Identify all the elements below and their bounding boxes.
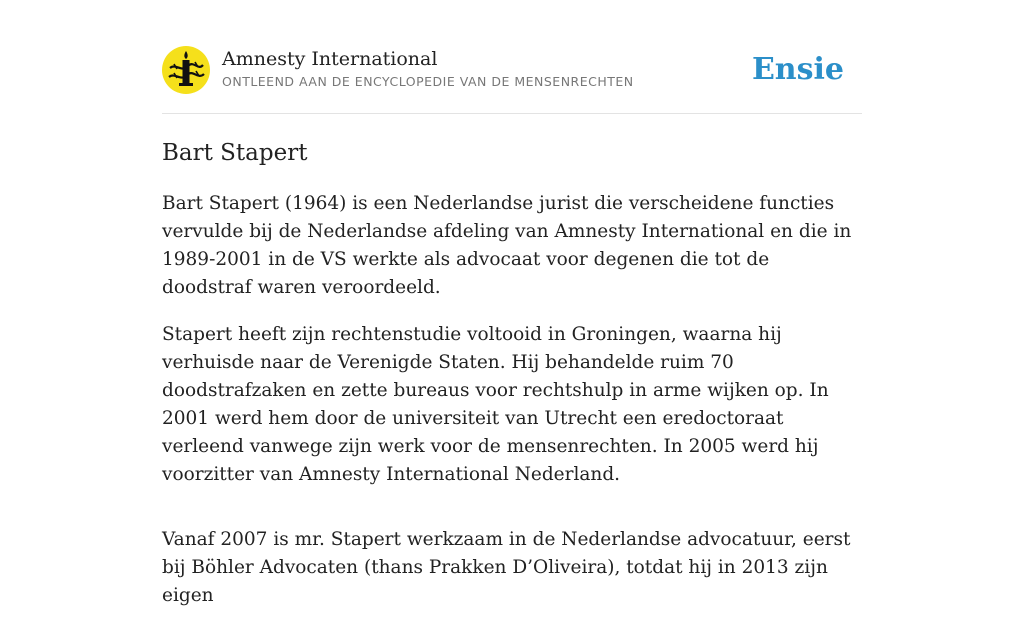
article-paragraph: Bart Stapert (1964) is een Nederlandse jurist die verscheidene functies vervulde bij de Nederlandse afdeling van Amnesty International en die in 1989-2001 in de VS werkte als advocaat voor degenen die tot de doodstraf waren veroordeeld. [162,193,852,298]
site-header [162,46,862,96]
ensie-logo-link[interactable]: Ensie [751,52,844,87]
article-title: Bart Stapert [162,140,308,166]
org-name[interactable]: Amnesty International [222,48,438,70]
org-subtitle: ONTLEEND AAN DE ENCYCLOPEDIE VAN DE MENSENRECHTEN [222,74,634,89]
article-body [162,190,864,629]
header-divider [162,113,862,114]
article-paragraph: Stapert heeft zijn rechtenstudie voltooid in Groningen, waarna hij verhuisde naar de Verenigde Staten. Hij behandelde ruim 70 doodstrafzaken en zette bureaus voor rechtshulp in arme wijken op. In 2001 werd hem door de universiteit van Utrecht een eredoctoraat verleend vanwege zijn werk voor de mensenrechten. In 2005 werd hij voorzitter van Amnesty International Nederland. [162,324,829,485]
article-paragraph: Vanaf 2007 is mr. Stapert werkzaam in de Nederlandse advocatuur, eerst bij Böhler Advocaten (thans Prakken D’Oliveira), totdat hij in 2013 zijn eigen [162,529,851,606]
amnesty-candle-icon[interactable] [162,46,210,94]
